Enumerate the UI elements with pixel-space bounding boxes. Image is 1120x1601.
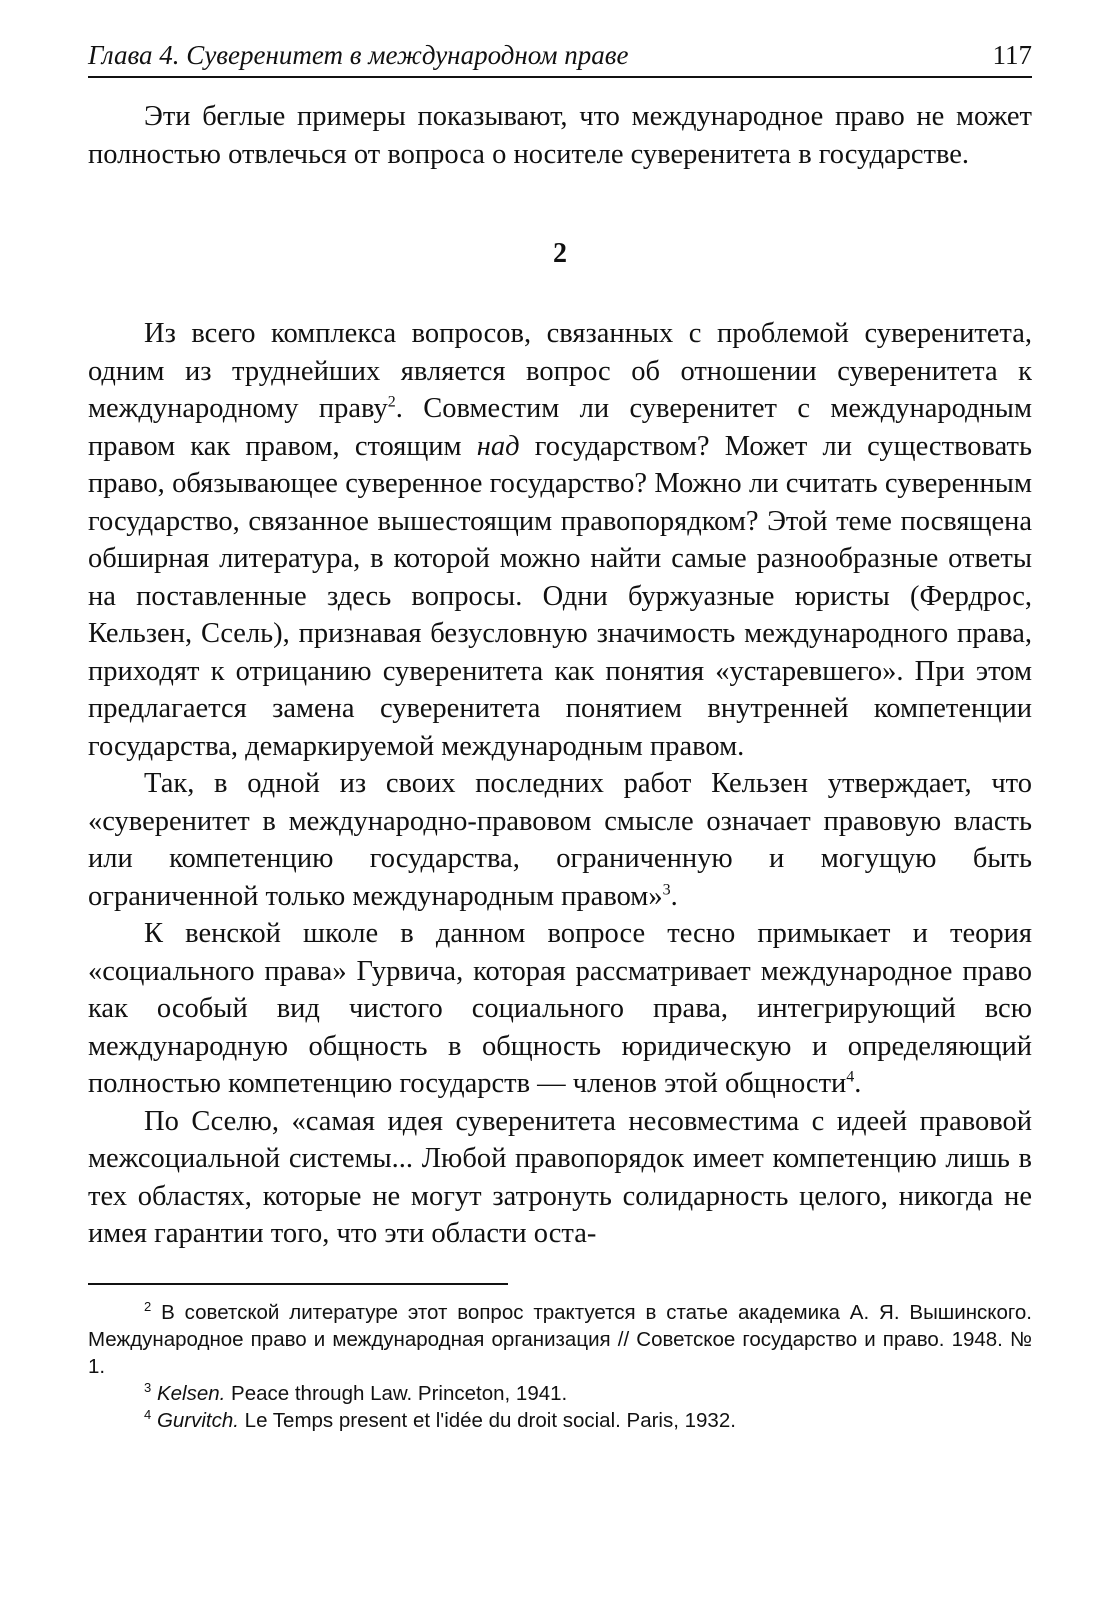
paragraph-2 (88, 765, 1032, 915)
footnotes (88, 1299, 1032, 1434)
page-number: 117 (992, 40, 1032, 70)
footnote-ref-2: 2 (387, 393, 396, 411)
paragraph-1-text-b: . Совместим ли суверенитет с международным правом как правом, стоящим (88, 393, 1032, 462)
footnote-author: Gurvitch. (156, 1408, 239, 1432)
footnote-mark: 3 (144, 1379, 152, 1395)
footnote-2 (88, 1299, 1032, 1380)
emphasis-word: над (476, 430, 520, 462)
chapter-title: Глава 4. Суверенитет в международном праве (88, 40, 629, 70)
main-text (88, 98, 1032, 1253)
footnote-separator (88, 1283, 508, 1285)
running-head (88, 38, 1032, 78)
footnote-3 (88, 1380, 1032, 1407)
paragraph-3-text-a: К венской школе в данном вопросе тесно примыкает и теория «социального права» Гурвича, которая рассматривает международное право как особый вид чистого социального права, интегрирующий всю международную общность в общность юридическую и определяющий полностью компетенцию государств — членов этой общности (88, 918, 1032, 1099)
paragraph-2-text-b: . (670, 880, 678, 912)
intro-paragraph: Эти беглые примеры показывают, что международное право не может полностью отвлечься от вопроса о носителе суверенитета в государстве. (88, 101, 1032, 170)
footnote-mark: 4 (144, 1406, 152, 1422)
paragraph-2-text-a: Так, в одной из своих последних работ Кельзен утверждает, что «суверенитет в международно-правовом смысле означает правовую власть или компетенцию государства, ограниченную и могущую быть ограниченной только международным правом» (88, 768, 1032, 912)
footnote-text: В советской литературе этот вопрос трактуется в статье академика А. Я. Вышинского. Международное право и международная организация // Советское государство и право. 1948. № 1. (88, 1300, 1032, 1378)
footnote-4 (88, 1407, 1032, 1434)
footnote-ref-3: 3 (662, 881, 671, 898)
section-number: 2 (553, 238, 567, 269)
paragraph-4: По Сселю, «самая идея суверенитета несовместима с идеей правовой межсоциальной системы... Любой правопорядок имеет компетенцию лишь в тех областях, которые не могут затронуть солидарность целого, никогда не имея гарантии того, что эти области оста- (88, 1105, 1032, 1249)
footnote-mark: 2 (144, 1298, 152, 1314)
footnote-text: Le Temps present et l'idée du droit social. Paris, 1932. (238, 1408, 736, 1432)
paragraph-1-text-a: Из всего комплекса вопросов, связанных с проблемой суверенитета, одним из труднейших является вопрос об отношении суверенитета к международному праву (88, 318, 1032, 424)
paragraph-1 (88, 315, 1032, 765)
paragraph-3-text-b: . (854, 1068, 862, 1099)
book-page (88, 38, 1032, 1434)
paragraph-1-text-c: государством? Может ли существовать право, обязывающее суверенное государство? Можно ли считать суверенным государство, связанное вышестоящим правопорядком? Этой теме посвящена обширная литература, в которой можно найти самые разнообразные ответы на поставленные здесь вопросы. Одни буржуазные юристы (Фердрос, Кельзен, Ссель), признавая безусловную значимость международного права, приходят к отрицанию суверенитета как понятия «устаревшего». При этом предлагается замена суверенитета понятием внутренней компетенции государства, демаркируемой международным правом. (88, 430, 1032, 762)
footnote-ref-4: 4 (846, 1068, 855, 1086)
footnote-text: Peace through Law. Princeton, 1941. (225, 1381, 568, 1405)
paragraph-3 (88, 915, 1032, 1103)
footnote-author: Kelsen. (156, 1381, 226, 1405)
